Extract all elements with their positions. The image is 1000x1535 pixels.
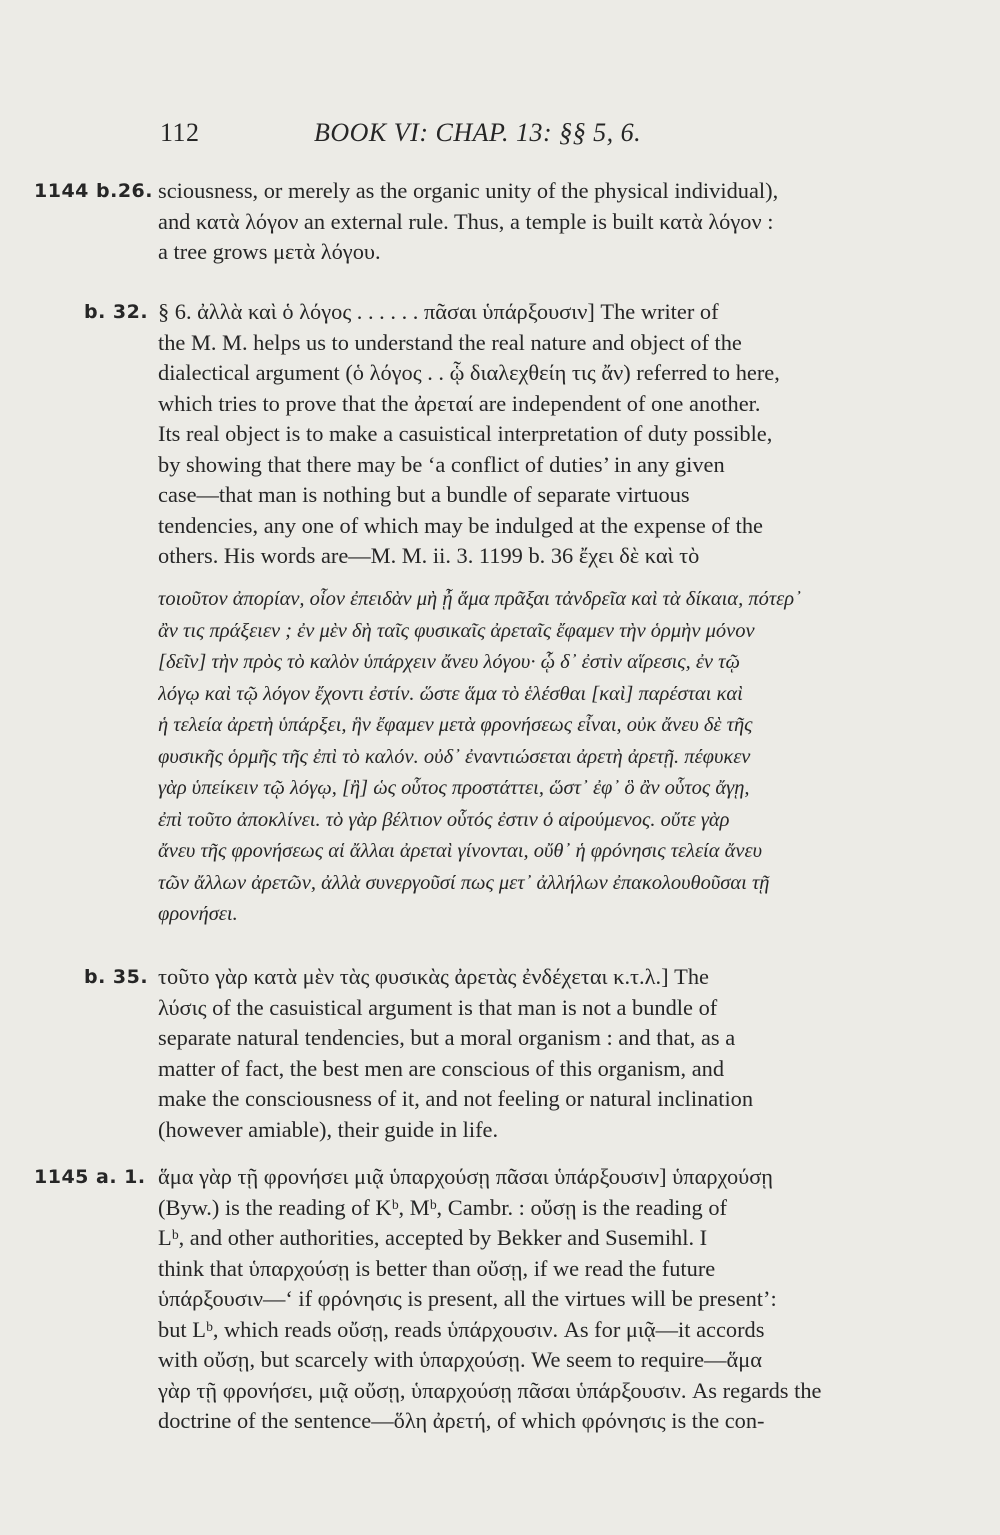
text-line: [δεῖν] τὴν πρὸς τὸ καλὸν ὑπάρχειν ἄνευ λόγου· ᾧ δ᾽ ἐστὶν αἵρεσις, ἐν τῷ (158, 651, 740, 673)
text-line: φρονήσει. (158, 903, 238, 925)
text-line: φυσικῆς ὁρμῆς τῆς ἐπὶ τὸ καλόν. οὐδ᾽ ἐναντιώσεται ἀρετὴ ἀρετῇ. πέφυκεν (158, 745, 751, 768)
text-line: § 6. ἀλλὰ καὶ ὁ λόγος . . . . . . πᾶσαι ὑπάρξουσιν] The writer of (158, 299, 719, 324)
text-line: sciousness, or merely as the organic unity of the physical individual), (158, 178, 779, 203)
text-line: ἡ τελεία ἀρετὴ ὑπάρξει, ἣν ἔφαμεν μετὰ φρονήσεως εἶναι, οὐκ ἄνευ δὲ τῆς (158, 714, 753, 736)
text-line: by showing that there may be ‘a conflict of duties’ in any given (158, 451, 725, 477)
text-line: which tries to prove that the ἀρεταί are independent of one another. (158, 390, 761, 416)
text-line: ἄνευ τῆς φρονήσεως αἱ ἄλλαι ἀρεταὶ γίνονται, οὔθ᾽ ἡ φρόνησις τελεία ἄνευ (158, 840, 762, 862)
text-line: separate natural tendencies, but a moral organism : and that, as a (158, 1025, 736, 1050)
text-line: a tree grows μετὰ λόγου. (158, 239, 381, 264)
text-line: ἂν τις πράξειεν ; ἐν μὲν δὴ ταῖς φυσικαῖς ἀρεταῖς ἔφαμεν τὴν ὁρμὴν μόνον (158, 619, 755, 642)
text-line: ὑπάρξουσιν—‘ if φρόνησις is present, all the virtues will be present’: (158, 1286, 777, 1311)
text-line: τῶν ἄλλων ἀρετῶν, ἀλλὰ συνεργοῦσί πως μετ᾽ ἀλλήλων ἐπακολουθοῦσαι τῇ (158, 871, 770, 894)
text-line: (Byw.) is the reading of Kᵇ, Mᵇ, Cambr. : οὔσῃ is the reading of (158, 1194, 728, 1220)
text-line: Lᵇ, and other authorities, accepted by Bekker and Susemihl. I (158, 1225, 708, 1250)
text-line: ἐπὶ τοῦτο ἀποκλίνει. τὸ γὰρ βέλτιον οὗτός ἐστιν ὁ αἱρούμενος. οὔτε γὰρ (158, 808, 730, 831)
text-line: the M. M. helps us to understand the real nature and object of the (158, 329, 742, 355)
text-line: others. His words are—M. M. ii. 3. 1199 b. 36 ἔχει δὲ καὶ τὸ (158, 543, 700, 568)
text-line: doctrine of the sentence—ὅλη ἀρετή, of which φρόνησις is the con- (158, 1408, 765, 1433)
note-reference: 1144 b.26. (34, 180, 153, 202)
text-line: and κατὰ λόγον an external rule. Thus, a temple is built κατὰ λόγον : (158, 208, 774, 234)
text-line: but Lᵇ, which reads οὔσῃ, reads ὑπάρχουσιν. As for μιᾷ—it accords (158, 1316, 765, 1342)
page-header (160, 118, 760, 154)
text-line: dialectical argument (ὁ λόγος . . ᾧ διαλεχθείη τις ἄν) referred to here, (158, 360, 780, 385)
note-reference: b. 35. (84, 966, 149, 988)
text-line: λόγῳ καὶ τῷ λόγον ἔχοντι ἐστίν. ὥστε ἅμα τὸ ἑλέσθαι [καὶ] παρέσται καὶ (158, 682, 743, 705)
text-line: τοῦτο γὰρ κατὰ μὲν τὰς φυσικὰς ἀρετὰς ἐνδέχεται κ.τ.λ.] The (158, 964, 709, 989)
page-number: 112 (160, 118, 200, 147)
text-line: τοιοῦτον ἀπορίαν, οἷον ἐπειδὰν μὴ ᾖ ἅμα πρᾶξαι τἀνδρεῖα καὶ τὰ δίκαια, πότερ᾽ (158, 588, 801, 610)
note-reference: b. 32. (84, 301, 149, 323)
note-reference: 1145 a. 1. (34, 1166, 146, 1188)
text-line: γὰρ ὑπείκειν τῷ λόγῳ, [ἢ] ὡς οὗτος προστάττει, ὥστ᾽ ἐφ᾽ ὃ ἂν οὗτος ἄγῃ, (158, 777, 750, 799)
text-line: make the consciousness of it, and not feeling or natural inclination (158, 1086, 754, 1111)
text-line: Its real object is to make a casuistical interpretation of duty possible, (158, 421, 773, 446)
text-line: λύσις of the casuistical argument is that man is not a bundle of (158, 994, 718, 1020)
text-line: matter of fact, the best men are conscious of this organism, and (158, 1055, 725, 1081)
running-title: BOOK VI: CHAP. 13: §§ 5, 6. (314, 118, 642, 147)
text-line: (however amiable), their guide in life. (158, 1116, 499, 1142)
text-line: case—that man is nothing but a bundle of separate virtuous (158, 482, 690, 507)
text-line: with οὔσῃ, but scarcely with ὑπαρχούσῃ. We seem to require—ἅμα (158, 1347, 762, 1372)
text-line: ἅμα γὰρ τῇ φρονήσει μιᾷ ὑπαρχούσῃ πᾶσαι ὑπάρξουσιν] ὑπαρχούσῃ (158, 1164, 773, 1189)
text-line: think that ὑπαρχούσῃ is better than οὔσῃ, if we read the future (158, 1255, 716, 1281)
text-line: γὰρ τῇ φρονήσει, μιᾷ οὔσῃ, ὑπαρχούσῃ πᾶσαι ὑπάρξουσιν. As regards the (158, 1377, 822, 1403)
text-line: tendencies, any one of which may be indulged at the expense of the (158, 512, 763, 538)
